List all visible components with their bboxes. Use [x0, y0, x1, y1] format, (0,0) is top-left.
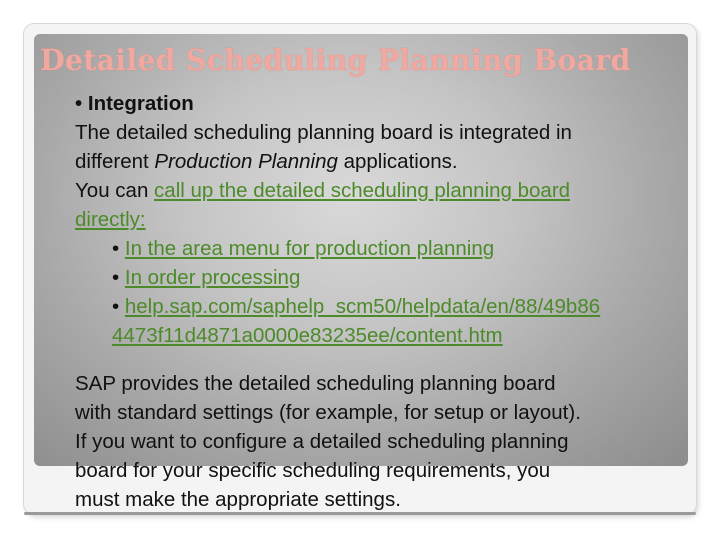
- paragraph-line: [75, 205, 695, 234]
- slide-body: [75, 89, 695, 514]
- slide-title: Detailed Scheduling Planning Board: [40, 43, 631, 77]
- production-planning-emphasis: Production Planning: [154, 150, 338, 173]
- paragraph-line: [75, 147, 695, 176]
- paragraph-text: different: [75, 150, 155, 173]
- paragraph-spacer: [75, 350, 695, 369]
- help-url-link-continuation[interactable]: 4473f11d4871a0000e83235ee/content.htm: [112, 324, 503, 347]
- list-item: [75, 292, 695, 321]
- list-item: [75, 234, 695, 263]
- paragraph-line: with standard settings (for example, for setup or layout).: [75, 401, 581, 424]
- list-item: [75, 263, 695, 292]
- help-url-link[interactable]: help.sap.com/saphelp_scm50/helpdata/en/88/49b86: [124, 295, 601, 318]
- bullet-glyph: •: [112, 295, 125, 318]
- paragraph-line: SAP provides the detailed scheduling planning board: [75, 372, 556, 395]
- paragraph-text: applications.: [337, 150, 458, 173]
- list-item-continuation: [75, 321, 695, 350]
- paragraph-line: must make the appropriate settings.: [75, 488, 401, 511]
- order-processing-link[interactable]: In order processing: [124, 266, 301, 289]
- paragraph-line: board for your specific scheduling requirements, you: [75, 459, 551, 482]
- bullet-glyph: •: [112, 266, 125, 289]
- paragraph-line: The detailed scheduling planning board is integrated in: [75, 121, 572, 144]
- paragraph-text: You can: [75, 179, 155, 202]
- bullet-glyph: •: [112, 237, 125, 260]
- directly-link[interactable]: directly:: [75, 208, 146, 231]
- call-up-planning-board-link[interactable]: call up the detailed scheduling planning board: [154, 179, 571, 202]
- paragraph-line: If you want to configure a detailed scheduling planning: [75, 430, 569, 453]
- area-menu-link[interactable]: In the area menu for production planning: [124, 237, 495, 260]
- paragraph-line: [75, 176, 695, 205]
- integration-heading: • Integration: [75, 92, 194, 115]
